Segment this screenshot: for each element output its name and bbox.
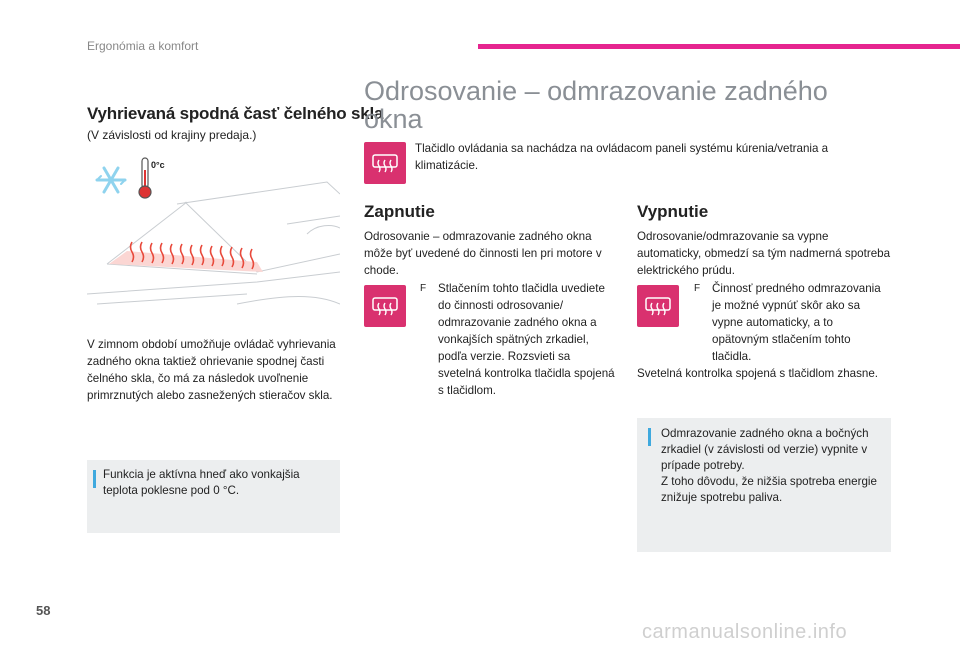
on-defrost-button (364, 285, 406, 327)
step-marker: F (694, 283, 701, 294)
on-step-text: Stlačením tohto tlačidla uvediete do činnosti odrosovanie/ odmrazovanie zadného okna a vonkajších spätných zrkadiel, podľa verzie. Rozsvieti sa svetelná kontrolka tlačidla spojená s tlačidlom. (438, 282, 615, 397)
info-icon (648, 428, 651, 446)
off-step (694, 280, 890, 365)
step-marker: F (420, 283, 427, 294)
rear-defrost-icon (644, 295, 672, 317)
on-section-title: Zapnutie (364, 202, 435, 221)
off-defrost-button (637, 285, 679, 327)
windshield-heating-diagram (87, 154, 340, 324)
watermark: carmanualsonline.info (642, 621, 848, 643)
left-info-text: Funkcia je aktívna hneď ako vonkajšia teplota poklesne pod 0 °C. (103, 468, 300, 497)
thermometer-icon (139, 158, 151, 198)
off-after-text: Svetelná kontrolka spojená s tlačidlom zhasne. (637, 367, 879, 380)
snowflake-icon (97, 168, 125, 192)
rear-defrost-button (364, 142, 406, 184)
off-section-title: Vypnutie (637, 202, 709, 221)
right-info-box (637, 418, 891, 552)
rear-defrost-icon (371, 152, 399, 174)
on-step (420, 280, 616, 399)
header-accent-bar (478, 44, 960, 49)
page-title: Odrosovanie – odmrazovanie zadného okna (364, 76, 828, 134)
page-number: 58 (36, 603, 51, 618)
left-info-box (87, 460, 340, 533)
left-section-subtitle: (V závislosti od krajiny predaja.) (87, 128, 257, 142)
windshield-illustration (87, 154, 340, 324)
right-info-text-1: Odmrazovanie zadného okna a bočných zrkadiel (v závislosti od verzie) vypnite v prípade potreby. (661, 427, 869, 472)
section-header: Ergonómia a komfort (87, 39, 199, 53)
rear-defrost-icon (371, 295, 399, 317)
left-body-text: V zimnom období umožňuje ovládač vyhrievania zadného okna taktiež ohrievanie spodnej časti čelného skla, čo má za následok uvoľnenie primrznutých alebo zasnežených stieračov skla. (87, 338, 336, 402)
off-step-text: Činnosť predného odmrazovania je možné vypnúť skôr ako sa vypne automaticky, a to opätovným stlačením tohto tlačidla. (712, 282, 881, 363)
off-body-text: Odrosovanie/odmrazovanie sa vypne automaticky, obmedzí sa tým nadmerná spotreba elektrického prúdu. (637, 230, 891, 277)
right-info-text-2: Z toho dôvodu, že nižšia spotreba energie znižuje spotrebu paliva. (661, 475, 877, 504)
intro-text: Tlačidlo ovládania sa nachádza na ovládacom paneli systému kúrenia/vetrania a klimatizácie. (415, 142, 829, 172)
on-body-text: Odrosovanie – odmrazovanie zadného okna môže byť uvedené do činnosti len pri motore v chode. (364, 230, 602, 277)
left-section-title: Vyhrievaná spodná časť čelného skla (87, 104, 384, 123)
thermometer-label: 0°c (151, 160, 165, 170)
car-outline (87, 182, 340, 304)
